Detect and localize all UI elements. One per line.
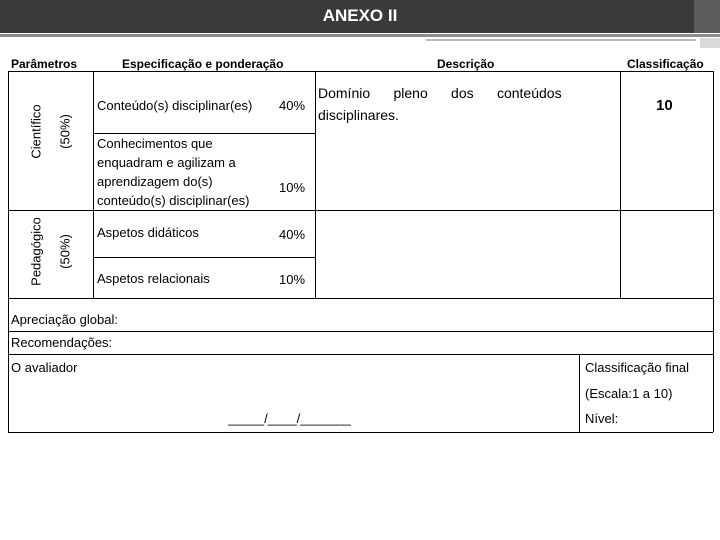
row-2-spec-line: enquadram e agilizam a xyxy=(97,155,236,170)
avaliador-label: O avaliador xyxy=(11,360,78,375)
grid-line xyxy=(8,71,9,432)
recomendacoes-label: Recomendações: xyxy=(11,335,113,350)
row-1-score: 10 xyxy=(656,97,673,114)
page-title: ANEXO II xyxy=(322,6,398,25)
grid-line xyxy=(93,257,315,258)
nivel-label: Nível: xyxy=(585,411,619,426)
group-pedagogico-pct: (50%) xyxy=(57,234,73,269)
group-pedagogico-label: Pedagógico xyxy=(28,217,44,286)
row-1-spec: Conteúdo(s) disciplinar(es) xyxy=(97,98,253,113)
header-especificacao: Especificação e ponderação xyxy=(122,57,284,71)
group-cientifico-pct: (50%) xyxy=(57,114,73,149)
divider-line-accent xyxy=(426,39,696,41)
row-1-desc-line2: disciplinares. xyxy=(318,107,399,123)
header-descricao: Descrição xyxy=(437,57,495,71)
row-2-spec-line: Conhecimentos que xyxy=(97,136,213,151)
row-4-spec: Aspetos relacionais xyxy=(97,271,210,286)
header-classificacao: Classificação xyxy=(627,57,704,71)
row-2-spec-line: aprendizagem do(s) xyxy=(97,174,213,189)
header-parametros: Parâmetros xyxy=(11,57,78,71)
row-3-weight: 40% xyxy=(279,227,306,242)
classificacao-final-label: Classificação final xyxy=(585,360,690,375)
grid-line xyxy=(8,354,713,355)
apreciacao-global-label: Apreciação global: xyxy=(11,312,118,327)
row-4-weight: 10% xyxy=(279,272,306,287)
row-1-desc-line1: Domínio pleno dos conteúdos xyxy=(318,85,562,101)
grid-line xyxy=(8,210,713,211)
grid-line xyxy=(93,133,315,134)
row-1-weight: 40% xyxy=(279,98,306,113)
row-2-weight: 10% xyxy=(279,180,306,195)
group-cientifico-label: Científico xyxy=(28,104,44,159)
corner-accent xyxy=(700,38,720,48)
divider-line xyxy=(0,34,720,37)
grid-line xyxy=(93,71,94,298)
date-line: _____/____/_______ xyxy=(228,411,351,426)
grid-line xyxy=(620,71,621,298)
escala-label: (Escala:1 a 10) xyxy=(585,386,673,401)
grid-line xyxy=(8,331,713,332)
row-2-spec-line: conteúdo(s) disciplinar(es) xyxy=(97,193,250,208)
row-3-spec: Aspetos didáticos xyxy=(97,225,199,240)
grid-line xyxy=(315,71,316,298)
grid-line xyxy=(8,298,713,299)
grid-line xyxy=(579,354,580,432)
grid-line xyxy=(713,71,714,432)
grid-line xyxy=(8,71,713,72)
row-2-spec xyxy=(97,134,249,210)
grid-line xyxy=(8,432,713,433)
